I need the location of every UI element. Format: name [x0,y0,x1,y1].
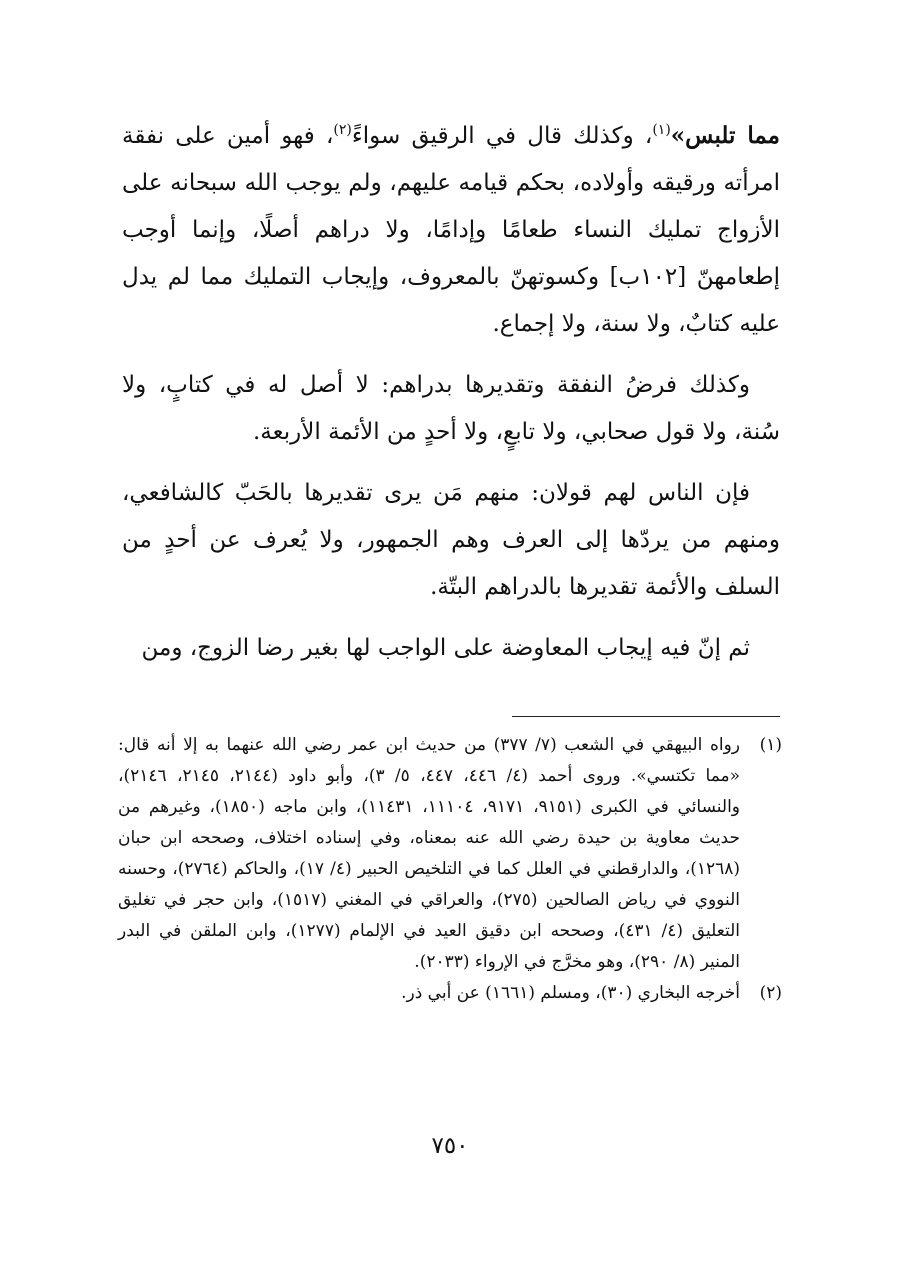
footnote-1-text: رواه البيهقي في الشعب (٧/ ٣٧٧) من حديث ابن عمر رضي الله عنهما به إلا أنه قال: «مما تكتسي». وروى أحمد (٤/ ٤٤٦، ٤٤٧، ٥/ ٣)، وأبو داود (٢١٤٤، ٢١٤٥، ٢١٤٦)، والنسائي في الكبرى (٩١٥١، ٩١٧١، ١١١٠٤، ١١٤٣١)، وابن ماجه (١٨٥٠)، وغيرهم من حديث معاوية بن حيدة رضي الله عنه بمعناه، وفي إسناده اختلاف، وصححه ابن حبان (١٢٦٨)، والدارقطني في العلل كما في التلخيص الحبير (٤/ ١٧)، والحاكم (٢٧٦٤)، وحسنه النووي في رياض الصالحين (٢٧٥)، والعراقي في المغني (١٥١٧)، وابن حجر في تغليق التعليق (٤/ ٤٣١)، وصححه ابن دقيق العيد في الإلمام (١٢٧٧)، وابن الملقن في البدر المنير (٨/ ٢٩٠)، وهو مخرَّج في الإرواء (٢٠٣٣). [118,735,741,972]
footnote-ref-1[interactable]: (١) [652,122,671,138]
footnote-2 [118,978,782,1009]
paragraph-2: وكذلك فرضُ النفقة وتقديرها بدراهم: لا أصل له في كتابٍ، ولا سُنة، ولا قول صحابي، ولا تابعٍ، ولا أحدٍ من الأئمة الأربعة. [122,372,780,445]
paragraph-1-bold-lead: مما تلبس» [670,122,780,149]
footnote-1-number: (١) [759,735,782,755]
paragraph-1 [122,112,780,348]
paragraph-1-text-b: ، فهو أمين على نفقة امرأته ورقيقه وأولاده، بحكم قيامه عليهم، ولم يوجب الله سبحانه على الأزواج تمليك النساء طعامًا وإدامًا، ولا دراهم أصلًا، وإنما أوجب إطعامهنّ [١٠٢ب] وكسوتهنّ بالمعروف، وإيجاب التمليك مما لم يدل عليه كتابٌ، ولا سنة، ولا إجماع. [122,123,781,337]
paragraph-1-text-a: ، وكذلك قال في الرقيق سواءً [351,123,653,149]
paragraph-3: فإن الناس لهم قولان: منهم مَن يرى تقديرها بالحَبّ كالشافعي، ومنهم من يردّها إلى العرف وهم الجمهور، ولا يُعرف عن أحدٍ من السلف والأئمة تقديرها بالدراهم البتّة. [122,480,780,600]
main-text-body [122,112,780,686]
paragraph-4: ثم إنّ فيه إيجاب المعاوضة على الواجب لها بغير رضا الزوج، ومن [141,635,750,661]
page-number: ٧٥٠ [431,1133,469,1159]
footnote-ref-2[interactable]: (٢) [333,122,352,138]
footnote-2-number: (٢) [759,983,782,1003]
footnote-separator [512,716,780,717]
footnote-1 [118,730,782,978]
footnote-2-text: أخرجه البخاري (٣٠)، ومسلم (١٦٦١) عن أبي ذر. [401,983,740,1003]
footnotes-section [118,730,782,1009]
